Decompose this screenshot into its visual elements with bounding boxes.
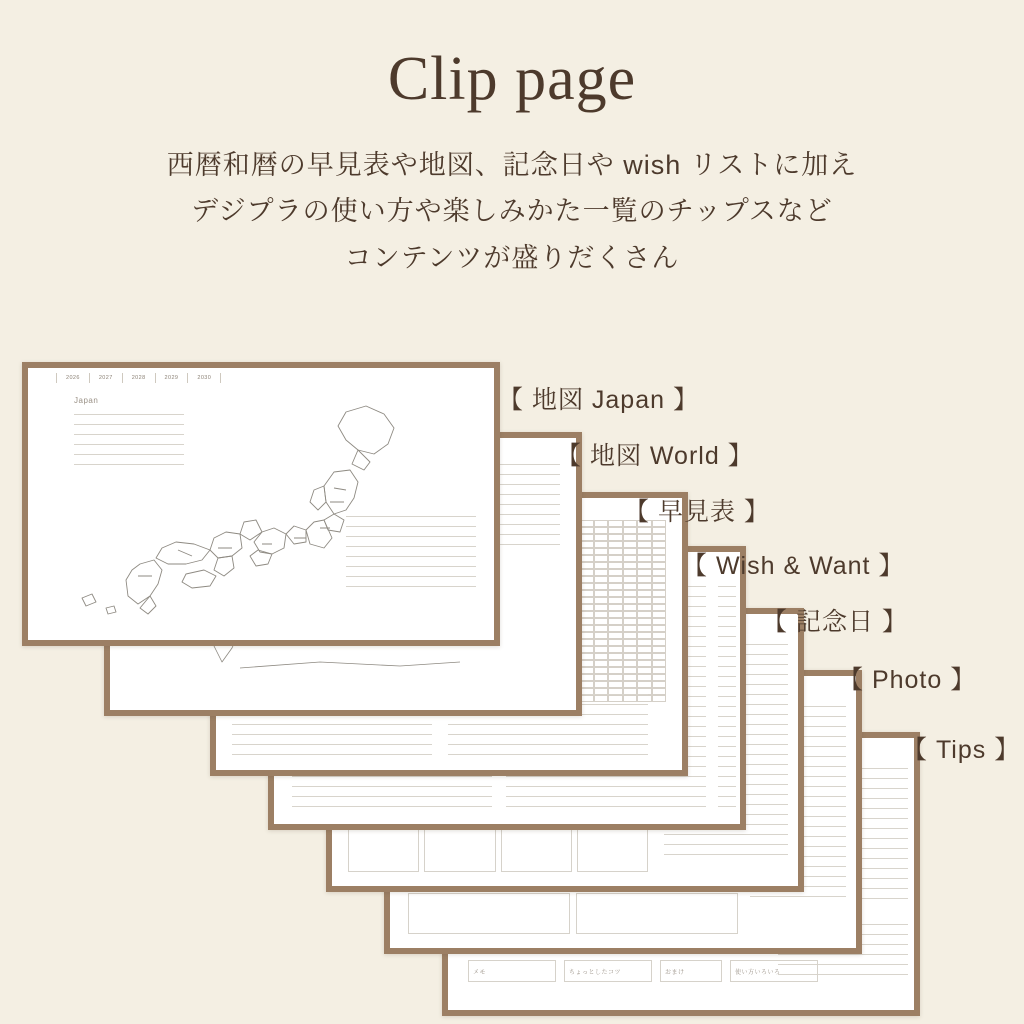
caption-tips: 【 Tips 】 xyxy=(902,736,1021,764)
subtitle-line-2: デジプラの使い方や楽しみかた一覧のチップスなど xyxy=(191,196,833,227)
sheet-japan-label: Japan xyxy=(74,396,99,405)
wish-lines-tab xyxy=(718,586,736,816)
tips-tag-2: ちょっとしたコツ xyxy=(569,970,622,976)
year-tab-2028[interactable]: 2028 xyxy=(123,373,156,383)
page-subtitle xyxy=(0,142,1024,281)
japan-bottom-right-lines xyxy=(346,516,476,596)
caption-hayamihyo: 【 早見表 】 xyxy=(624,498,770,526)
caption-wish-want: 【 Wish & Want 】 xyxy=(682,552,905,580)
sheet-map-japan[interactable] xyxy=(22,362,500,646)
sheet-map-japan-content xyxy=(28,368,494,640)
caption-photo: 【 Photo 】 xyxy=(838,666,977,694)
year-tab-2026[interactable]: 2026 xyxy=(56,373,90,383)
tips-tag-1-box xyxy=(468,960,556,982)
year-tab-strip[interactable] xyxy=(56,373,221,383)
subtitle-line-3: コンテンツが盛りだくさん xyxy=(344,242,680,273)
tips-tag-3-box xyxy=(660,960,722,982)
caption-anniversary: 【 記念日 】 xyxy=(762,608,908,636)
tips-tag-4: 使い方いろいろ xyxy=(735,970,781,976)
tips-tag-1: メモ xyxy=(473,970,487,976)
year-tab-2029[interactable]: 2029 xyxy=(156,373,189,383)
year-tab-2027[interactable]: 2027 xyxy=(90,373,123,383)
tips-tag-2-box xyxy=(564,960,652,982)
year-tab-2030[interactable]: 2030 xyxy=(188,373,221,383)
caption-map-japan: 【 地図 Japan 】 xyxy=(498,386,699,414)
caption-map-world: 【 地図 World 】 xyxy=(556,442,754,470)
page-title: Clip page xyxy=(387,45,637,113)
subtitle-line-1: 西暦和暦の早見表や地図、記念日や wish リストに加え xyxy=(166,150,858,180)
tips-tag-4-box xyxy=(730,960,818,982)
tips-tag-3: おまけ xyxy=(665,970,685,976)
